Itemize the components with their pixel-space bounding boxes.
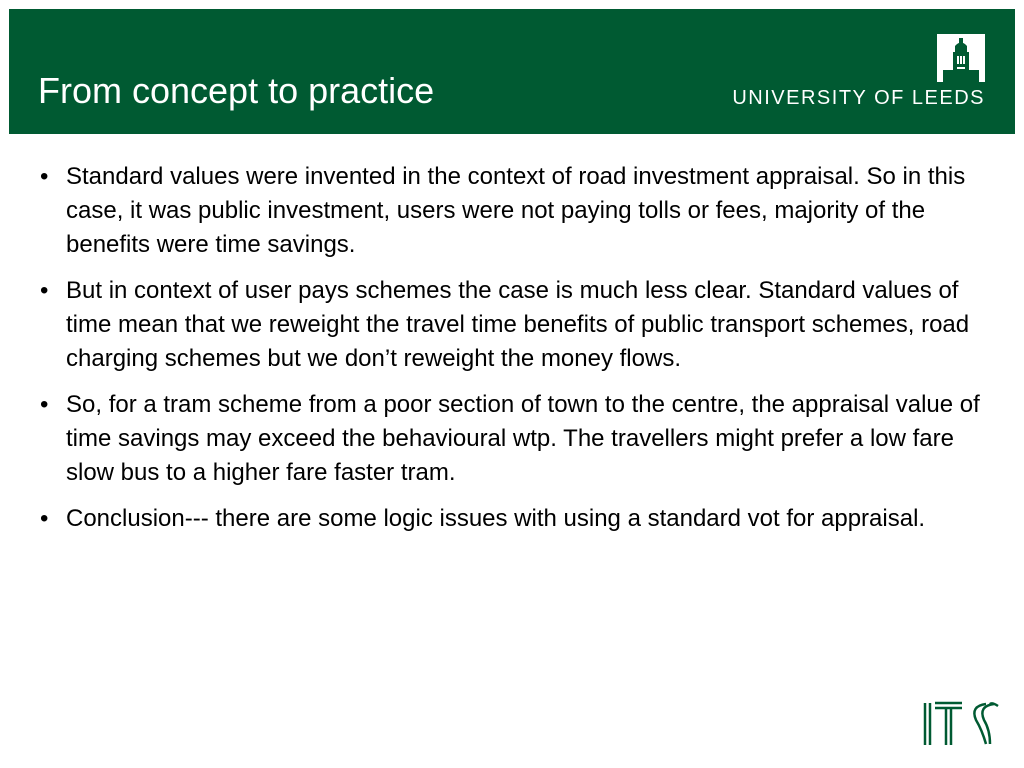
bullet-text: Conclusion--- there are some logic issues with using a standard vot for appraisal. xyxy=(66,505,926,532)
bullet-item xyxy=(40,388,1000,490)
slide-content xyxy=(40,160,1000,548)
bullet-item xyxy=(40,274,1000,376)
bullet-marker: • xyxy=(40,163,49,190)
leeds-crest-icon xyxy=(937,34,985,82)
bullet-marker: • xyxy=(40,505,49,532)
bullet-item xyxy=(40,160,1000,262)
bullet-marker: • xyxy=(40,277,49,304)
bullet-list xyxy=(40,160,1000,536)
header-banner xyxy=(9,9,1015,134)
page-title: From concept to practice xyxy=(38,70,435,111)
bullet-item xyxy=(40,502,1000,536)
bullet-text: But in context of user pays schemes the case is much less clear. Standard values of time mean that we reweight the travel time benefits of public transport schemes, road charging schemes but we don’t reweight the money flows. xyxy=(66,277,970,372)
bullet-text: So, for a tram scheme from a poor section of town to the centre, the appraisal value of time savings may exceed the behavioural wtp. The travellers might prefer a low fare slow bus to a higher fare faster tram. xyxy=(66,391,980,486)
its-logo-icon xyxy=(920,700,1002,753)
bullet-marker: • xyxy=(40,391,49,418)
university-name: UNIVERSITY OF LEEDS xyxy=(732,87,985,109)
bullet-text: Standard values were invented in the context of road investment appraisal. So in this case, it was public investment, users were not paying tolls or fees, majority of the benefits were time savings. xyxy=(66,163,966,258)
